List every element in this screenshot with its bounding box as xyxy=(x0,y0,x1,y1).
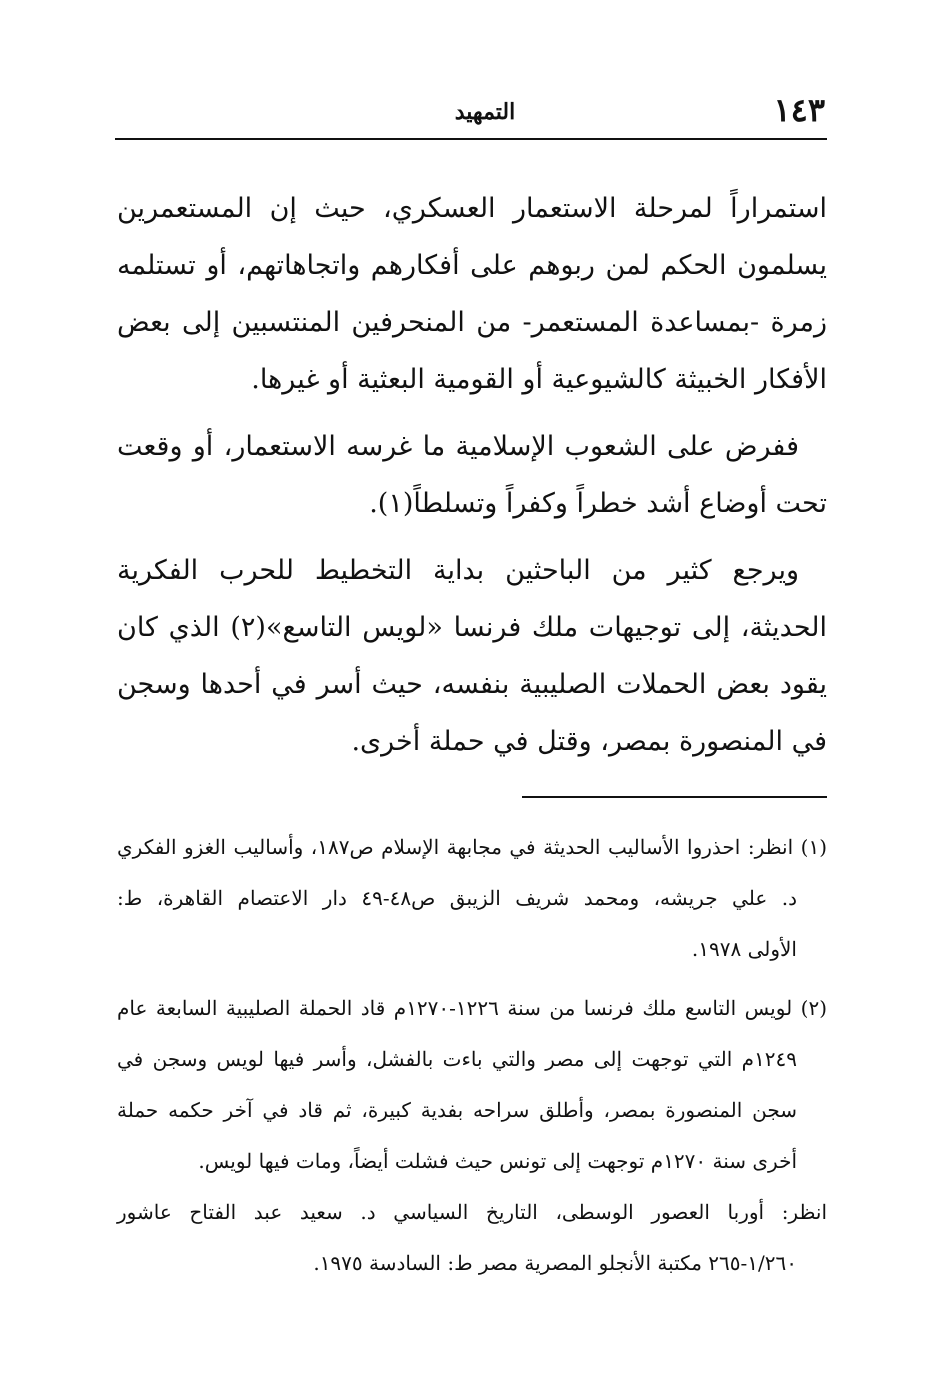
footnote-1 xyxy=(117,822,827,975)
footnote-line: (١) انظر: احذروا الأساليب الحديثة في مجابهة الإسلام ص١٨٧، وأساليب الغزو الفكري xyxy=(117,835,827,859)
footnote-reference-line: ١/٢٦٠-٢٦٥ مكتبة الأنجلو المصرية مصر ط: السادسة ١٩٧٥. xyxy=(313,1251,797,1275)
paragraph-2: ففرض على الشعوب الإسلامية ما غرسه الاستعمار، أو وقعت تحت أوضاع أشد خطراً وكفراً وتسلطاً(١). xyxy=(117,431,827,519)
paragraph-3: ويرجع كثير من الباحثين بداية التخطيط للحرب الفكرية الحديثة، إلى توجيهات ملك فرنسا «لويس التاسع»(٢) الذي كان يقود بعض الحملات الصليبية بنفسه، حيث أسر في أحدها وسجن في المنصورة بمصر، وقتل في حملة أخرى. xyxy=(117,555,827,757)
page-number: ١٤٣ xyxy=(773,91,825,129)
chapter-title: التمهيد xyxy=(454,99,516,125)
main-text xyxy=(117,180,827,780)
footnote-line: د. علي جريشه، ومحمد شريف الزيبق ص٤٨-٤٩ دار الاعتصام القاهرة، ط: xyxy=(117,886,797,910)
paragraph-1: استمراراً لمرحلة الاستعمار العسكري، حيث إن المستعمرين يسلمون الحكم لمن ربوهم على أفكارهم واتجاهاتهم، أو تستلمه زمرة -بمساعدة المستعمر- من المنحرفين المنتسبين إلى بعض الأفكار الخبيثة كالشيوعية أو القومية البعثية أو غيرها. xyxy=(117,193,827,395)
footnote-line: سجن المنصورة بمصر، وأطلق سراحه بفدية كبيرة، ثم قاد في آخر حكمه حملة xyxy=(117,1098,797,1122)
footnote-2 xyxy=(117,983,827,1289)
footnotes xyxy=(117,822,827,1297)
footnote-line: (٢) لويس التاسع ملك فرنسا من سنة ١٢٢٦-١٢٧٠م قاد الحملة الصليبية السابعة عام xyxy=(117,996,828,1020)
footnote-line: ١٢٤٩م التي توجهت إلى مصر والتي باءت بالفشل، وأسر فيها لويس وسجن في xyxy=(117,1047,797,1071)
header-rule xyxy=(115,138,827,140)
footnote-line: الأولى ١٩٧٨. xyxy=(691,937,797,961)
footnote-separator xyxy=(522,796,827,798)
running-header xyxy=(115,92,825,136)
footnote-reference-line: انظر: أوربا العصور الوسطى، التاريخ السياسي د. سعيد عبد الفتاح عاشور xyxy=(117,1200,827,1224)
footnote-line: أخرى سنة ١٢٧٠م توجهت إلى تونس حيث فشلت أيضاً، ومات فيها لويس. xyxy=(198,1149,797,1173)
